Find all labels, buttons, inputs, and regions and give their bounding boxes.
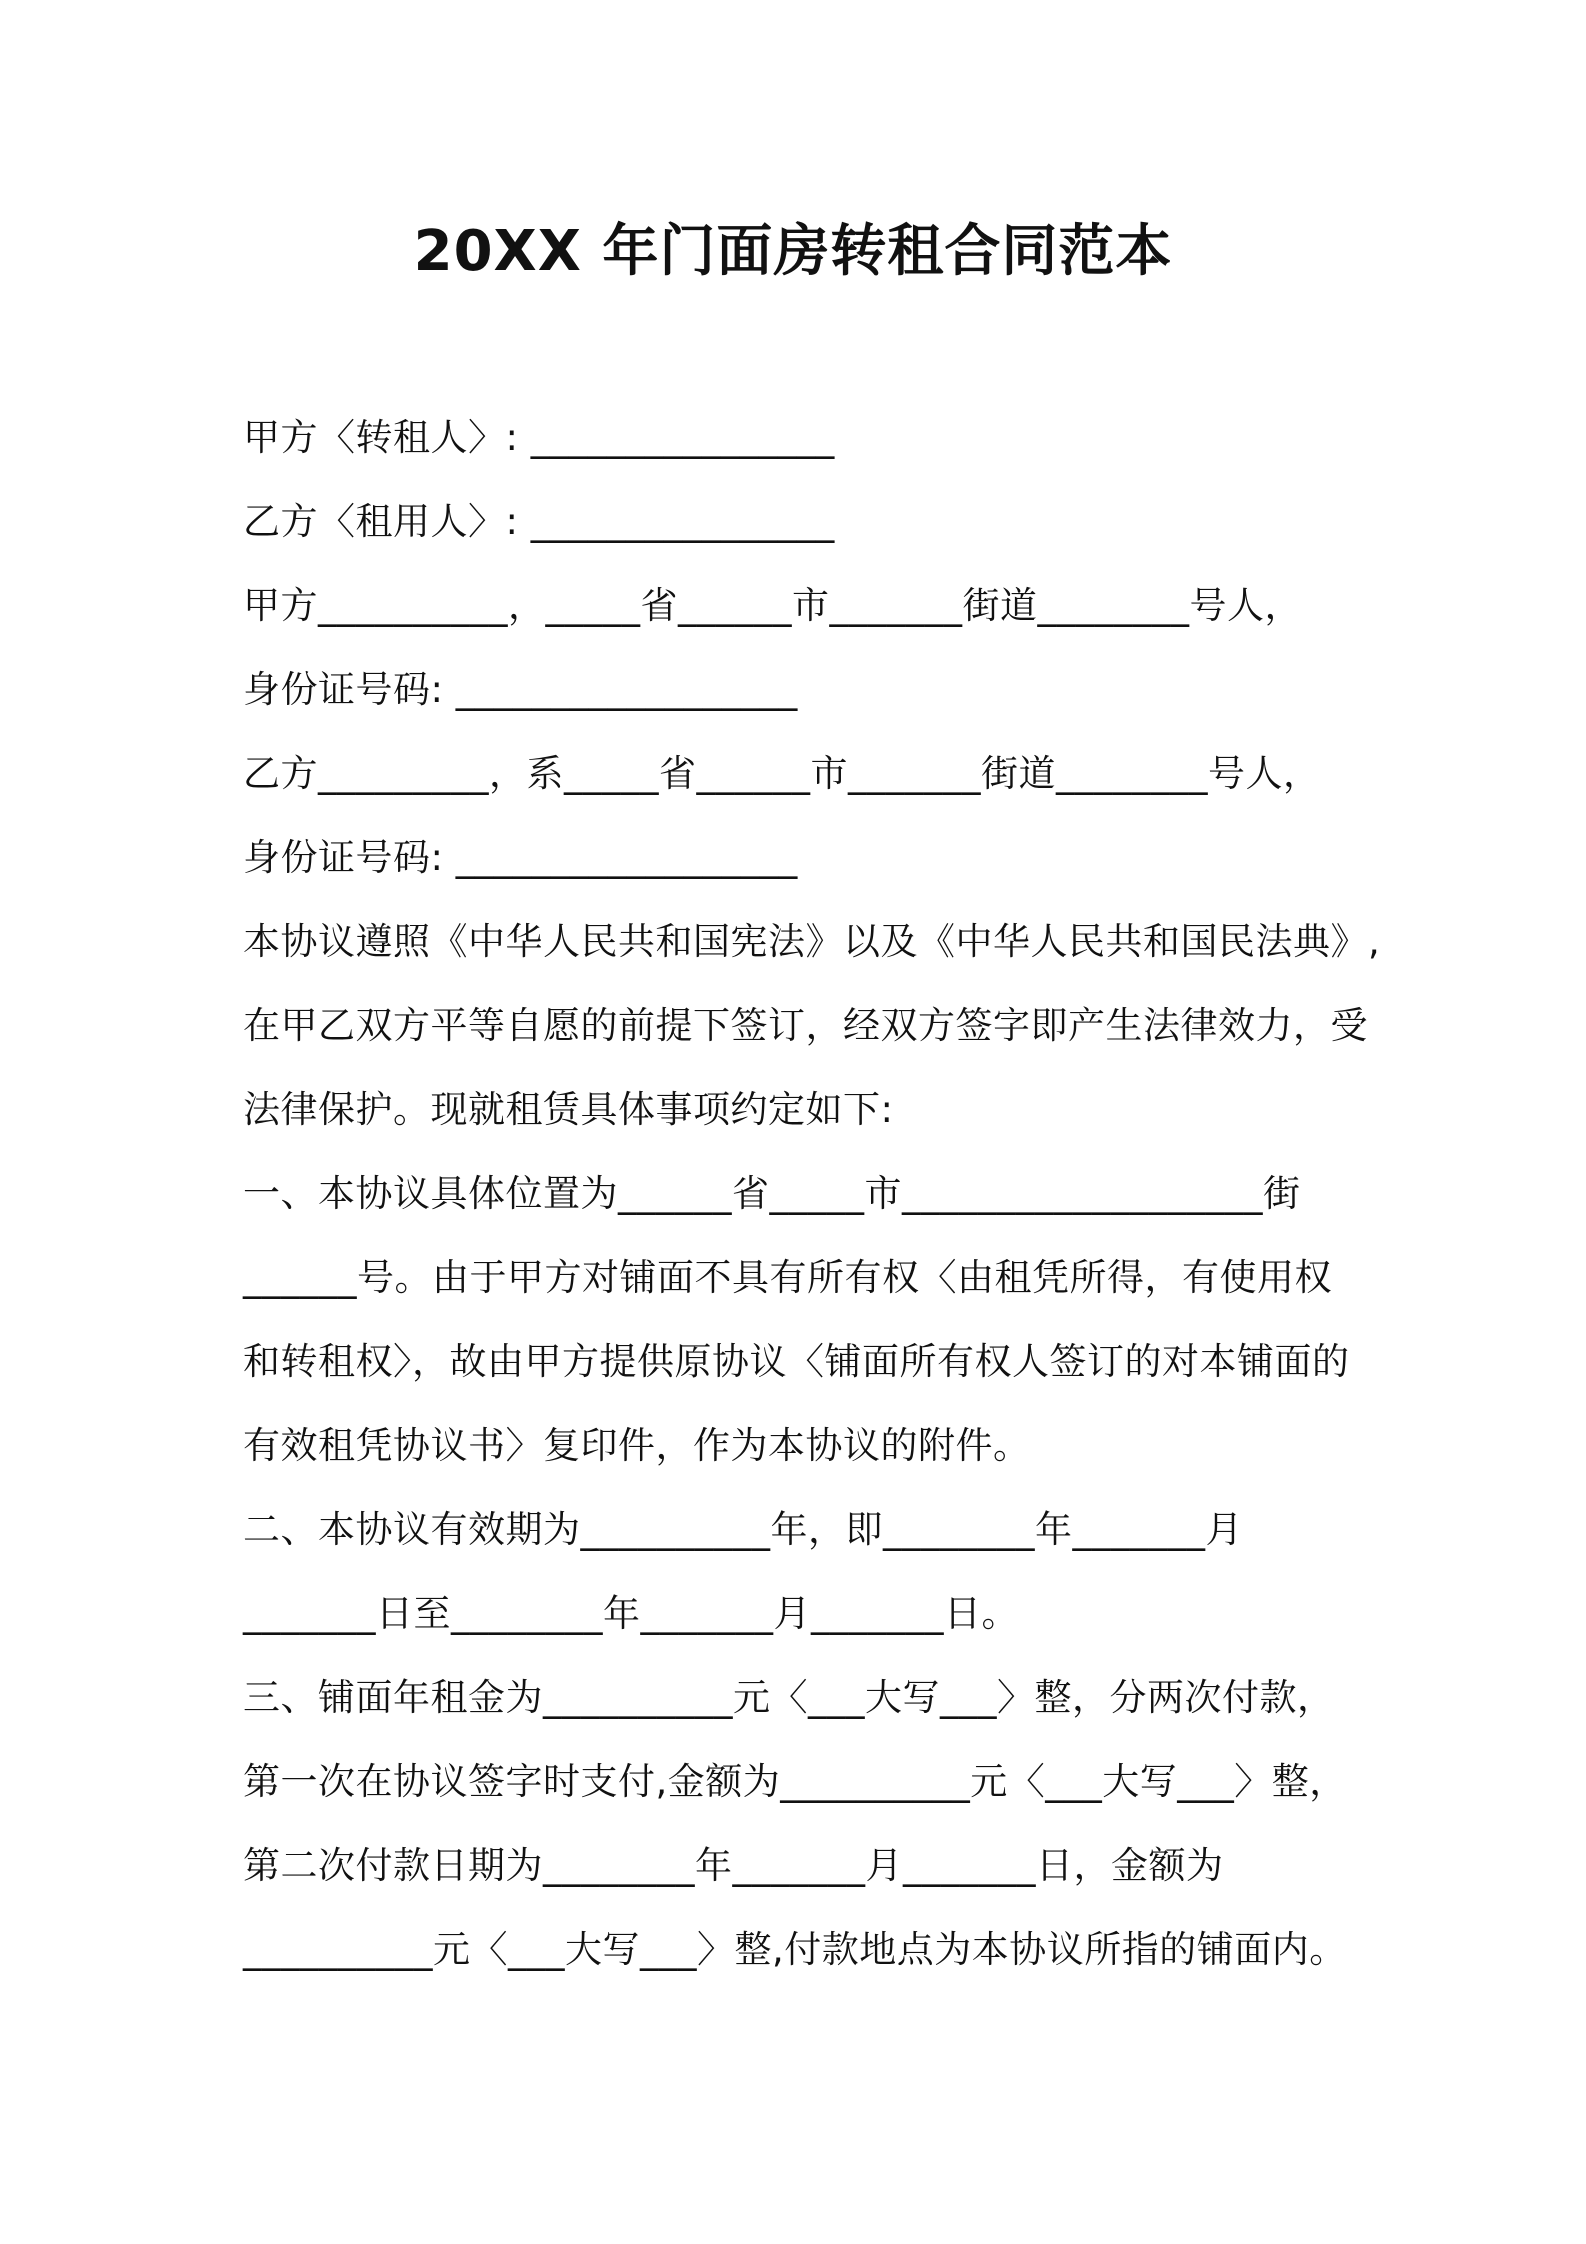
clause-3-line-1: 三、铺面年租金为__________元〈___大写___〉整，分两次付款， [243,1676,1335,1719]
party-a-sublessor-line: 甲方〈转租人〉: ________________ [243,416,835,459]
clause-3-line-4: __________元〈___大写___〉整,付款地点为本协议所指的铺面内。 [243,1928,1347,1971]
party-b-lessee-line: 乙方〈租用人〉: ________________ [243,500,835,543]
party-a-address-line: 甲方__________，_____省______市_______街道________号人， [243,584,1302,627]
clause-1-line-3: 和转租权〉，故由甲方提供原协议〈铺面所有权人签订的对本铺面的 [243,1340,1350,1383]
preamble-line-1: 本协议遵照《中华人民共和国宪法》以及《中华人民共和国民法典》, [243,920,1381,963]
clause-1-line-1: 一、本协议具体位置为______省_____市___________________街 [243,1172,1301,1215]
party-b-id-line: 身份证号码: __________________ [243,836,798,879]
clause-1-line-2: ______号。由于甲方对铺面不具有所有权〈由租凭所得，有使用权 [243,1256,1332,1299]
party-a-id-line: 身份证号码: __________________ [243,668,798,711]
clause-2-line-1: 二、本协议有效期为__________年，即________年_______月 [243,1508,1243,1551]
preamble-line-2: 在甲乙双方平等自愿的前提下签订，经双方签字即产生法律效力，受 [243,1004,1368,1047]
preamble-line-3: 法律保护。现就租赁具体事项约定如下: [243,1088,894,1131]
clause-3-line-2: 第一次在协议签字时支付,金额为__________元〈___大写___〉整， [243,1760,1347,1803]
document-title: 20XX 年门面房转租合同范本 [413,219,1173,284]
clause-1-line-4: 有效租凭协议书〉复印件，作为本协议的附件。 [243,1424,1031,1467]
clause-2-line-2: _______日至________年_______月_______日。 [243,1592,1019,1635]
party-b-address-line: 乙方_________，系_____省______市_______街道________号人， [243,752,1321,795]
clause-3-line-3: 第二次付款日期为________年_______月_______日，金额为 [243,1844,1224,1887]
